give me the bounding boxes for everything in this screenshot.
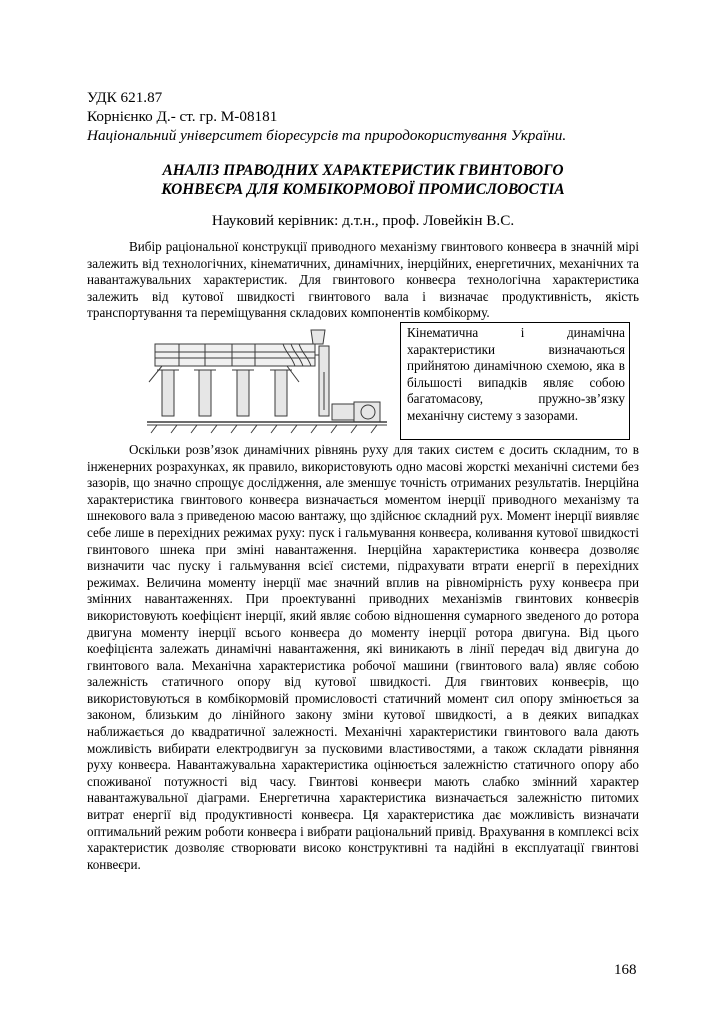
author-line: Корнієнко Д.- ст. гр. М-08181 <box>87 108 278 125</box>
support-leg-4 <box>275 370 287 416</box>
support-leg-3 <box>237 370 249 416</box>
paper-title <box>87 162 639 199</box>
ground-hatching <box>151 425 377 433</box>
support-leg-1 <box>162 370 174 416</box>
paper-page <box>87 88 639 873</box>
udk-code: УДК 621.87 <box>87 89 163 106</box>
title-line-2: КОНВЕЄРА ДЛЯ КОМБІКОРМОВОЇ ПРОМИСЛОВОСТІА <box>161 180 565 198</box>
affiliation: Національний університет біоресурсів та природокористування України. <box>87 127 567 144</box>
screw-conveyor-drawing <box>87 322 394 442</box>
paper-header <box>87 88 639 145</box>
screw-conveyor-figure <box>87 322 394 442</box>
motor-block-1 <box>332 404 354 420</box>
support-leg-2 <box>199 370 211 416</box>
figure-row <box>87 322 639 442</box>
page-number: 168 <box>614 962 637 978</box>
inlet-hopper <box>311 330 325 344</box>
intro-paragraph: Вибір раціональної конструкції приводного механізму гвинтового конвеєра в значній мірі залежить від технологічних, кінематичних, динамічних, інерційних, енергетичних, механічних та навантажувальних характеристик. Для гвинтового конвеєра технологічна характеристика залежить від кутової швидкості гвинтового вала і визначає продуктивність, якість транспортування та переміщування складових компонентів комбікорму. <box>87 239 639 321</box>
supervisor-line: Науковий керівник: д.т.н., проф. Ловейкін В.С. <box>211 212 515 229</box>
figure-caption-box: Кінематична і динамічна характеристики визначаються прийнятою динамічною схемою, яка в більшості випадків являє собою багатомасову, пружно-зв’язку механічну систему з зазорами. <box>400 322 630 440</box>
title-line-1: АНАЛІЗ ПРАВОДНИХ ХАРАКТЕРИСТИК ГВИНТОВОГО <box>162 162 564 179</box>
main-paragraph: Оскільки розв’язок динамічних рівнянь руху для таких систем є досить складним, то в інженерних розрахунках, як правило, використовують одно масові жорсткі механічні системи без зазорів, що значно спрощує дослідження, але зменшує точність отриманих результатів. Інерційна характеристика гвинтового конвеєра визначається моментом інерції приводного механізму та шнекового вала з приведеною масою вантажу, що здійснює складний рух. Момент інерції виявляє себе лише в перехідних режимах руху: пуск і гальмування конвеєра, коливання кутової швидкості гвинтового шнека при зміні навантаження. Інерційна характеристика конвеєра дозволяє визначити час пуску і гальмування всієї системи, підрахувати втрати енергії в перехідних режимах. Величина моменту інерції має значний вплив на рівномірність руху конвеєра при змінних навантаженнях. При проектуванні приводних механізмів гвинтових конвеєрів використовують коефіцієнт інерції, який являє собою відношення сумарного зведеного до ротора двигуна моменту інерції всього конвеєра до моменту інерції ротора двигуна. Від цього коефіцієнта залежать динамічні навантаження, які виникають в лінії передач від двигуна до гвинтового вала. Механічна характеристика робочої машини (гвинтового вала) являє собою залежність статичного опору від кутової швидкості. Для гвинтових конвеєрів, що використовуються в комбікормовій промисловості статичний момент сил опору змінюється за законом, близьким до лінійного закону зміни кутової швидкості, а в деяких випадках наближається до квадратичної залежності. Механічні характеристики гвинтового вала дають можливість вибирати електродвигун за пусковими властивостями, а також складати рівняння руху конвеєра. Навантажувальна характеристика оцінюється залежністю статичного опору або споживаної потужності від часу. Гвинтові конвеєри мають слабко змінний характер навантажувальної діаграми. Енергетична характеристика визначається залежністю питомих витрат енергії від продуктивності конвеєра. Ця характеристика дає можливість визначати оптимальний режим роботи конвеєра і вибрати раціональний привід. Врахування в комплексі всіх характеристик дозволяє створювати високо конструктивні та надійні в експлуатації гвинтові конвеєри. <box>87 441 639 872</box>
